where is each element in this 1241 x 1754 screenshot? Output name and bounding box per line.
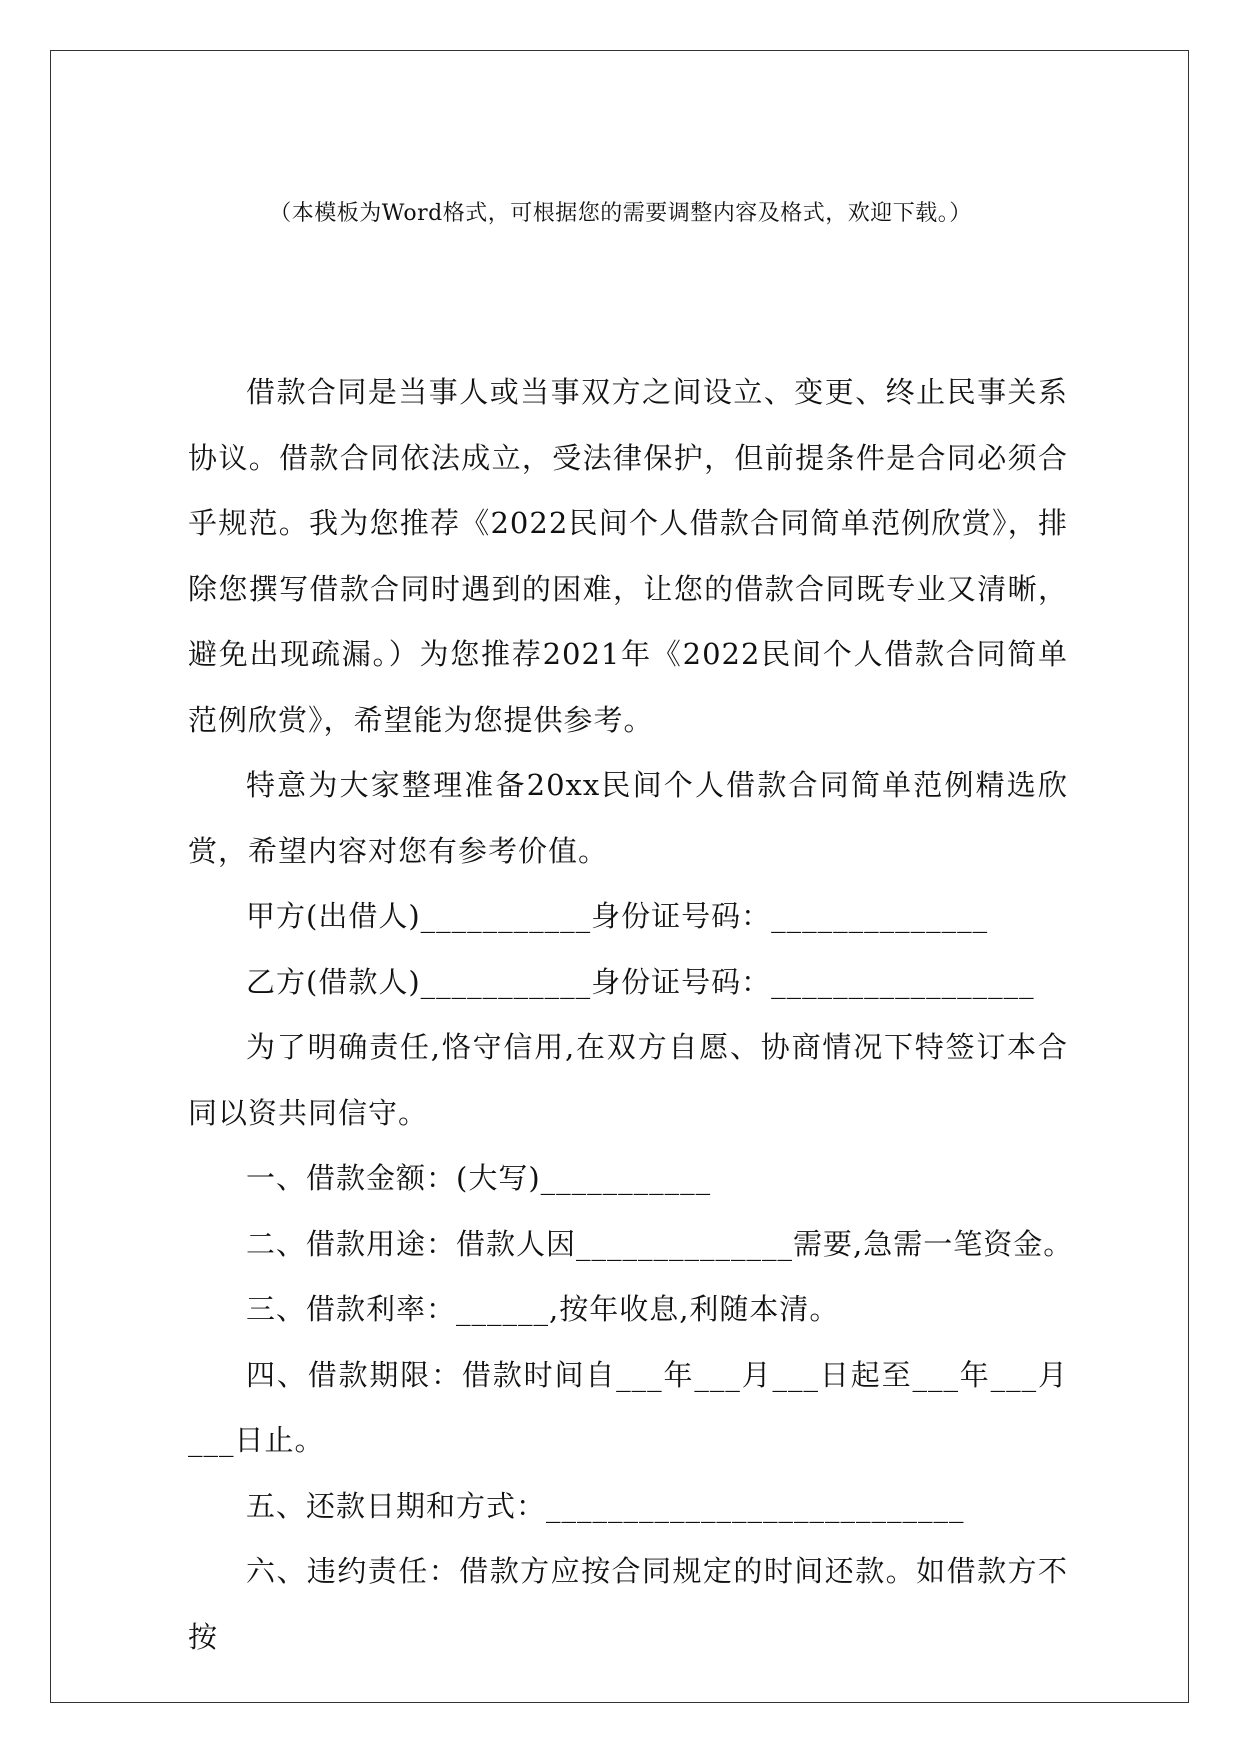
purpose-paragraph: 特意为大家整理准备20xx民间个人借款合同简单范例精选欣赏，希望内容对您有参考价值。: [188, 768, 1068, 868]
clause-loan-term: 四、借款期限：借款时间自___年___月___日起至___年___月___日止。: [188, 1357, 1068, 1457]
borrower-line: 乙方(借款人)___________身份证号码：_________________: [246, 964, 1035, 999]
clause-repayment: 五、还款日期和方式：___________________________: [246, 1488, 965, 1523]
agreement-statement: 为了明确责任,恪守信用,在双方自愿、协商情况下特签订本合同以资共同信守。: [188, 1030, 1068, 1130]
clause-loan-amount: 一、借款金额：(大写)___________: [246, 1161, 712, 1195]
lender-line: 甲方(出借人)___________身份证号码：______________: [246, 899, 989, 933]
clause-liability: 六、违约责任：借款方应按合同规定的时间还款。如借款方不按: [188, 1554, 1068, 1654]
intro-paragraph: 借款合同是当事人或当事双方之间设立、变更、终止民事关系协议。借款合同依法成立，受法律保护，但前提条件是合同必须合乎规范。我为您推荐《2022民间个人借款合同简单范例欣赏》，排除您撰写借款合同时遇到的困难，让您的借款合同既专业又清晰，避免出现疏漏。）为您推荐2021年《2022民间个人借款合同简单范例欣赏》，希望能为您提供参考。: [188, 375, 1068, 737]
clause-interest-rate: 三、借款利率：______,按年收息,利随本清。: [246, 1292, 840, 1326]
contract-body: [188, 360, 1074, 1670]
template-note: （本模板为Word格式，可根据您的需要调整内容及格式，欢迎下载。）: [269, 201, 972, 226]
clause-loan-purpose: 二、借款用途：借款人因______________需要,急需一笔资金。: [246, 1226, 1074, 1261]
